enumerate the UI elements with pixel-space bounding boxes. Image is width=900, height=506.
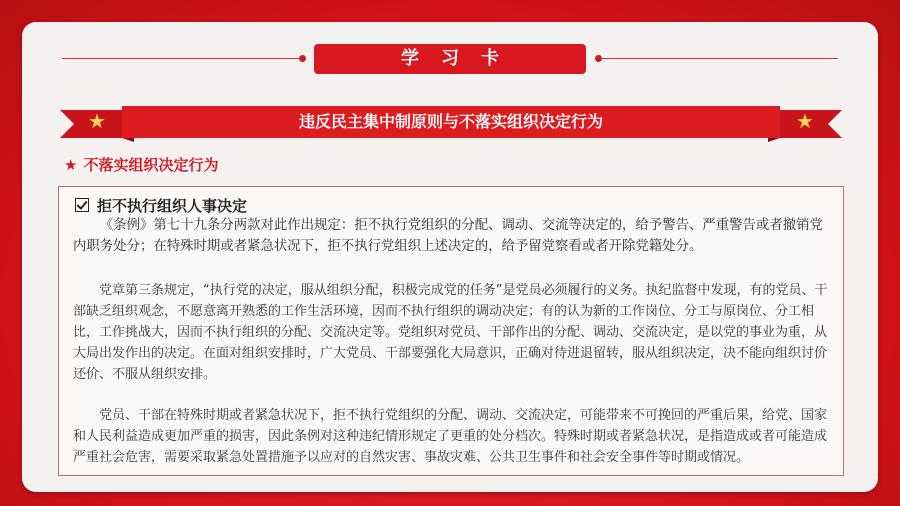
item-heading (75, 195, 247, 216)
header-rule-left (62, 58, 300, 59)
section-heading (64, 154, 218, 175)
title-ribbon (60, 106, 842, 142)
content-box (58, 186, 844, 476)
study-card-tag: 学习卡 (314, 44, 586, 74)
paragraph-regulation: 《条例》第七十九条分两款对此作出规定：拒不执行党组织的分配、调动、交流等决定的，给予警告、严重警告或者撤销党内职务处分；在特殊时期或者紧急状况下，拒不执行党组织上述决定的，给予留党察看或者开除党籍处分。 (73, 218, 823, 254)
star-icon: ★ (64, 156, 78, 174)
checkbox-checked-icon (75, 198, 89, 212)
item-title: 拒不执行组织人事决定 (97, 197, 248, 215)
banner-title: 违反民主集中制原则与不落实组织决定行为 (298, 112, 603, 131)
star-icon: ★ (88, 109, 106, 133)
header-dot-left (299, 55, 306, 62)
paragraph-party-constitution: 党章第三条规定，“执行党的决定，服从组织分配，积极完成党的任务”是党员必须履行的义务。执纪监督中发现，有的党员、干部缺乏组织观念，不愿意离开熟悉的工作生活环境，因而不执行组织的调动决定；有的认为新的工作岗位、分工与原岗位、分工相比，工作挑战大，因而不执行组织的分配、交流决定等。党组织对党员、干部作出的分配、调动、交流决定，是以党的事业为重，从大局出发作出的决定。在面对组织安排时，广大党员、干部要强化大局意识，正确对待进退留转，服从组织决定，决不能向组织讨价还价、不服从组织安排。 (73, 283, 828, 382)
study-card (22, 22, 878, 492)
star-icon: ★ (796, 109, 814, 133)
section-title: 不落实组织决定行为 (83, 156, 219, 174)
header-rule-right (600, 58, 838, 59)
paragraph-special-period: 党员、干部在特殊时期或者紧急状况下，拒不执行党组织的分配、调动、交流决定，可能带来不可挽回的严重后果，给党、国家和人民利益造成更加严重的损害，因此条例对这种违纪情形规定了更重的处分档次。特殊时期或者紧急状况，是指造成或者可能造成严重社会危害，需要采取紧急处置措施予以应对的自然灾害、事故灾难、公共卫生事件和社会安全事件等时期或情况。 (73, 408, 828, 465)
